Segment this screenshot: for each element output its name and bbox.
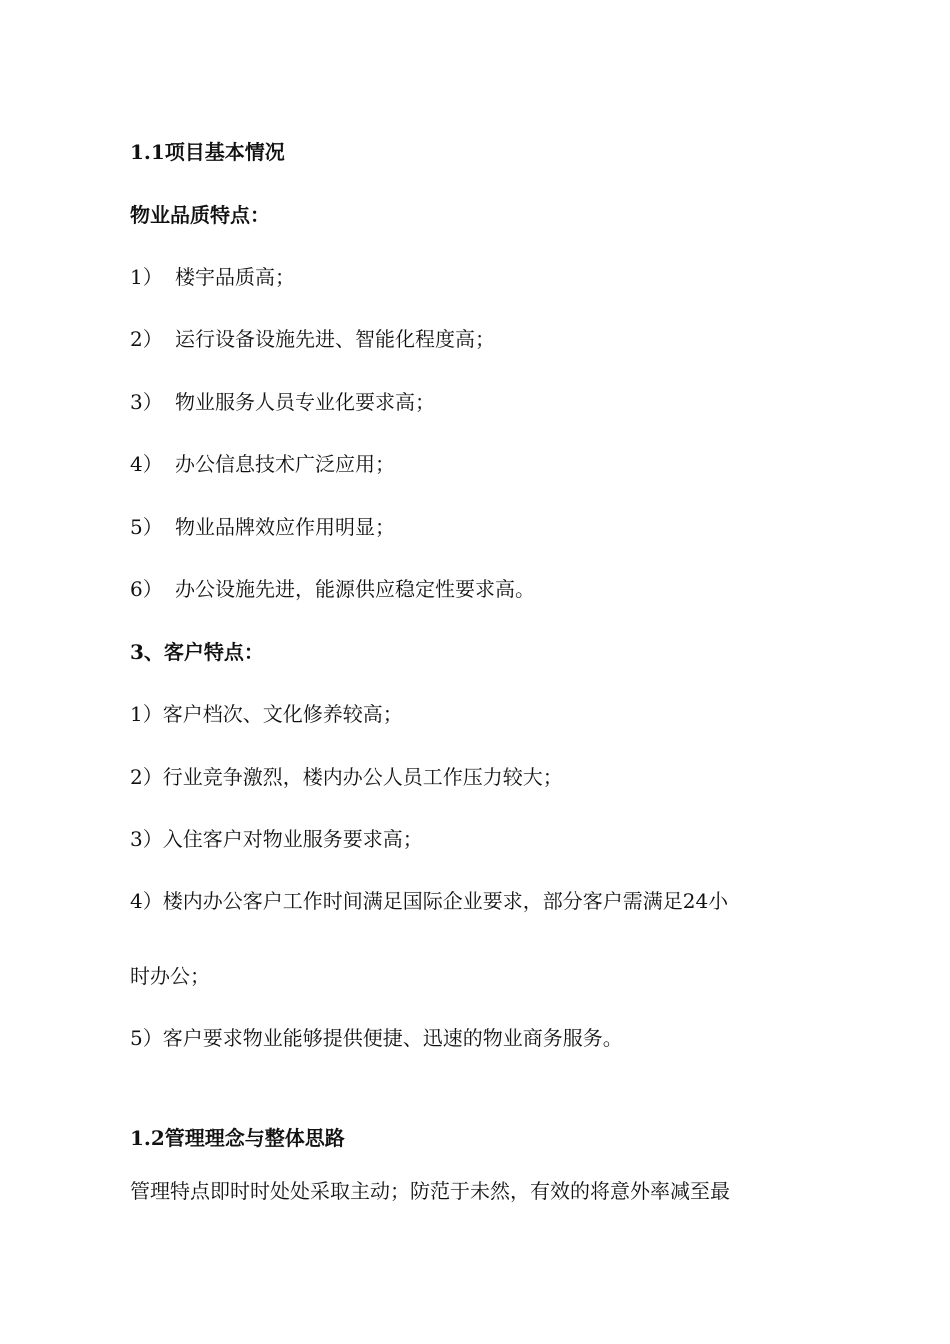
list-item-number: 3） bbox=[130, 827, 163, 851]
list-item bbox=[130, 264, 830, 290]
list-item-number: 5） bbox=[130, 515, 163, 539]
list-item-number: 4） bbox=[130, 452, 163, 476]
list-item bbox=[130, 888, 830, 914]
list-item-text: 楼内办公客户工作时间满足国际企业要求，部分客户需满足24小 bbox=[162, 889, 729, 913]
list-item bbox=[130, 701, 830, 727]
list-item-text: 物业品牌效应作用明显； bbox=[175, 515, 395, 539]
list-item bbox=[130, 451, 830, 477]
list-item-text: 物业服务人员专业化要求高； bbox=[175, 390, 435, 414]
list-item-text: 运行设备设施先进、智能化程度高； bbox=[175, 327, 495, 351]
list-item-number: 2） bbox=[130, 765, 163, 789]
list-item-number: 3） bbox=[130, 390, 163, 414]
list-item-text: 行业竞争激烈，楼内办公人员工作压力较大； bbox=[162, 765, 563, 789]
list-item-text: 办公信息技术广泛应用； bbox=[175, 452, 395, 476]
list-item-text: 办公设施先进，能源供应稳定性要求高。 bbox=[175, 577, 535, 601]
list-item-number: 6） bbox=[130, 577, 163, 601]
list-item-continuation bbox=[130, 963, 830, 989]
list-item bbox=[130, 514, 830, 540]
list-item-number: 1） bbox=[130, 702, 163, 726]
list-item bbox=[130, 326, 830, 352]
list-item bbox=[130, 389, 830, 415]
section-heading-1-1: 1.1项目基本情况 bbox=[130, 140, 285, 164]
list-item-text: 入住客户对物业服务要求高； bbox=[162, 827, 423, 851]
list-item bbox=[130, 576, 830, 602]
list-item-text: 客户档次、文化修养较高； bbox=[162, 702, 403, 726]
list-item bbox=[130, 764, 830, 790]
list-item-text: 楼宇品质高； bbox=[175, 265, 295, 289]
list-item-number: 5） bbox=[130, 1026, 163, 1050]
list-item bbox=[130, 826, 830, 852]
list-item-number: 2） bbox=[130, 327, 163, 351]
list-item-number: 4） bbox=[130, 889, 163, 913]
client-features-heading: 3、客户特点： bbox=[130, 640, 264, 664]
list-item-text: 时办公； bbox=[130, 964, 210, 988]
list-item-text: 客户要求物业能够提供便捷、迅速的物业商务服务。 bbox=[162, 1026, 623, 1050]
management-paragraph: 管理特点即时时处处采取主动；防范于未然，有效的将意外率减至最 bbox=[130, 1179, 730, 1203]
property-quality-heading: 物业品质特点： bbox=[130, 203, 270, 227]
section-heading-1-2: 1.2管理理念与整体思路 bbox=[130, 1126, 345, 1150]
list-item bbox=[130, 1025, 830, 1051]
list-item-number: 1） bbox=[130, 265, 163, 289]
